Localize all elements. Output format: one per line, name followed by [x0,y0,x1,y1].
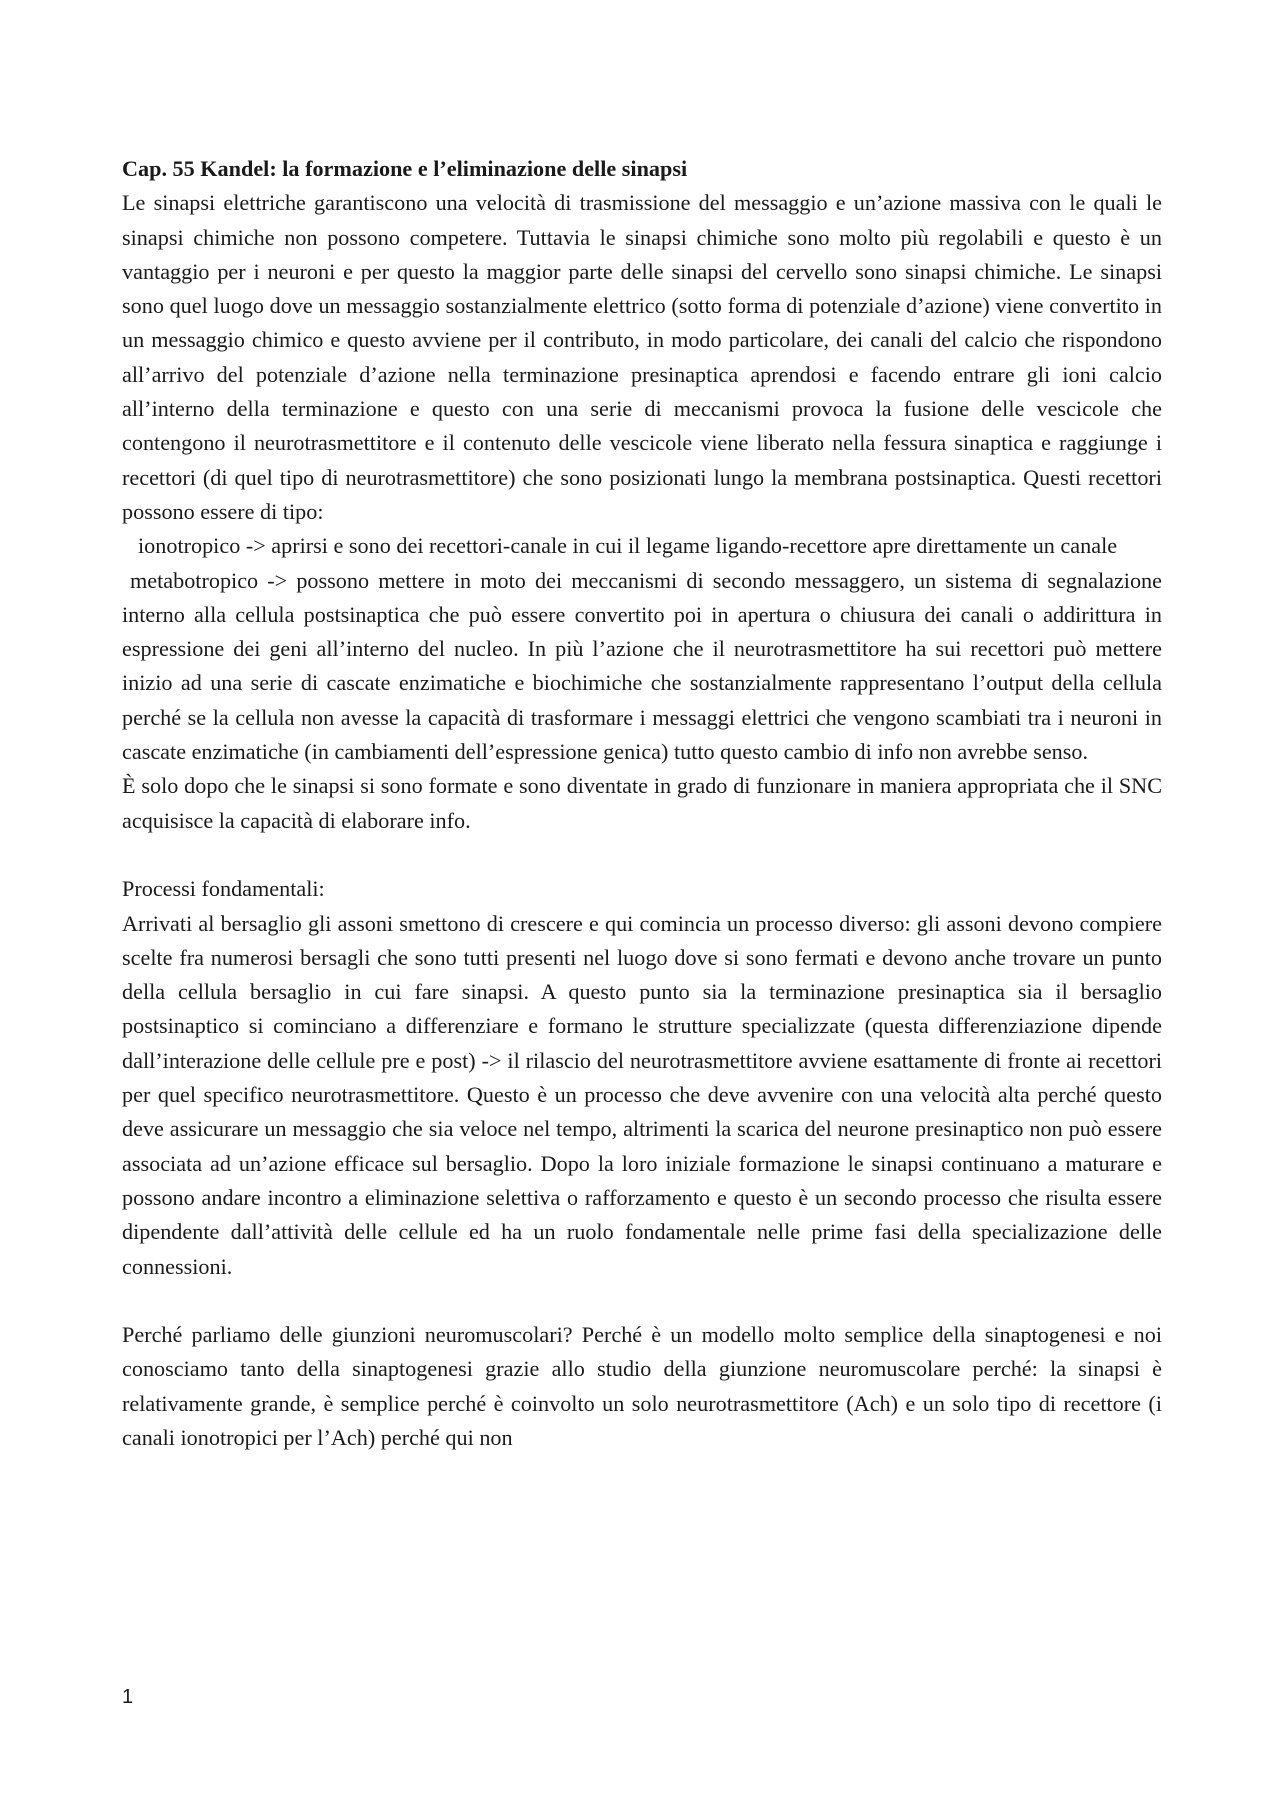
page-number: 1 [122,1686,134,1708]
document-title: Cap. 55 Kandel: la formazione e l’eliminazione delle sinapsi [122,156,688,181]
giunzioni-paragraph: Perché parliamo delle giunzioni neuromuscolari? Perché è un modello molto semplice della sinaptogenesi e noi conosciamo tanto della sinaptogenesi grazie allo studio della giunzione neuromuscolare perché: la sinapsi è relativamente grande, è semplice perché è coinvolto un solo neurotrasmettitore (Ach) e un solo tipo di recettore (i canali ionotropici per l’Ach) perché qui non [122,1322,1162,1450]
list-item-ionotropic: ionotropico -> aprirsi e sono dei recettori-canale in cui il legame ligando-recettore apre direttamente un canale [138,533,1118,559]
intro-paragraph: Le sinapsi elettriche garantiscono una velocità di trasmissione del messaggio e un’azione massiva con le quali le sinapsi chimiche non possono competere. Tuttavia le sinapsi chimiche sono molto più regolabili e questo è un vantaggio per i neuroni e per questo la maggior parte delle sinapsi del cervello sono sinapsi chimiche. Le sinapsi sono quel luogo dove un messaggio sostanzialmente elettrico (sotto forma di potenziale d’azione) viene convertito in un messaggio chimico e questo avviene per il contributo, in modo particolare, dei canali del calcio che rispondono all’arrivo del potenziale d’azione nella terminazione presinaptica aprendosi e facendo entrare gli ioni calcio all’interno della terminazione e questo con una serie di meccanismi provoca la fusione delle vescicole che contengono il neurotrasmettitore e il contenuto delle vescicole viene liberato nella fessura sinaptica e raggiunge i recettori (di quel tipo di neurotrasmettitore) che sono posizionati lungo la membrana postsinaptica. Questi recettori possono essere di tipo: [122,190,1162,524]
section-heading-processi: Processi fondamentali: [122,876,325,902]
paragraph-spacer [122,1284,1162,1318]
snc-paragraph: È solo dopo che le sinapsi si sono formate e sono diventate in grado di funzionare in maniera appropriata che il SNC acquisisce la capacità di elaborare info. [122,773,1162,833]
document-body [122,152,1162,1455]
paragraph-spacer [122,838,1162,872]
processi-paragraph: Arrivati al bersaglio gli assoni smettono di crescere e qui comincia un processo diverso: gli assoni devono compiere scelte fra numerosi bersagli che sono tutti presenti nel luogo dove si sono fermati e devono anche trovare un punto della cellula bersaglio in cui fare sinapsi. A questo punto sia la terminazione presinaptica sia il bersaglio postsinaptico si cominciano a differenziare e formano le strutture specializzate (questa differenziazione dipende dall’interazione delle cellule pre e post) -> il rilascio del neurotrasmettitore avviene esattamente di fronte ai recettori per quel specifico neurotrasmettitore. Questo è un processo che deve avvenire con una velocità alta perché questo deve assicurare un messaggio che sia veloce nel tempo, altrimenti la scarica del neurone presinaptico non può essere associata ad un’azione efficace sul bersaglio. Dopo la loro iniziale formazione le sinapsi continuano a maturare e possono andare incontro a eliminazione selettiva o rafforzamento e questo è un secondo processo che risulta essere dipendente dall’attività delle cellule ed ha un ruolo fondamentale nelle prime fasi della specializazione delle connessioni. [122,910,1162,1279]
list-item-metabotropic: metabotropico -> possono mettere in moto dei meccanismi di secondo messaggero, un sistema di segnalazione interno alla cellula postsinaptica che può essere convertito poi in apertura o chiusura dei canali o addirittura in espressione dei geni all’interno del nucleo. In più l’azione che il neurotrasmettitore ha sui recettori può mettere inizio ad una serie di cascate enzimatiche e biochimiche che sostanzialmente rappresentano l’output della cellula perché se la cellula non avesse la capacità di trasformare i messaggi elettrici che vengono scambiati tra i neuroni in cascate enzimatiche (in cambiamenti dell’espressione genica) tutto questo cambio di info non avrebbe senso. [122,567,1162,765]
